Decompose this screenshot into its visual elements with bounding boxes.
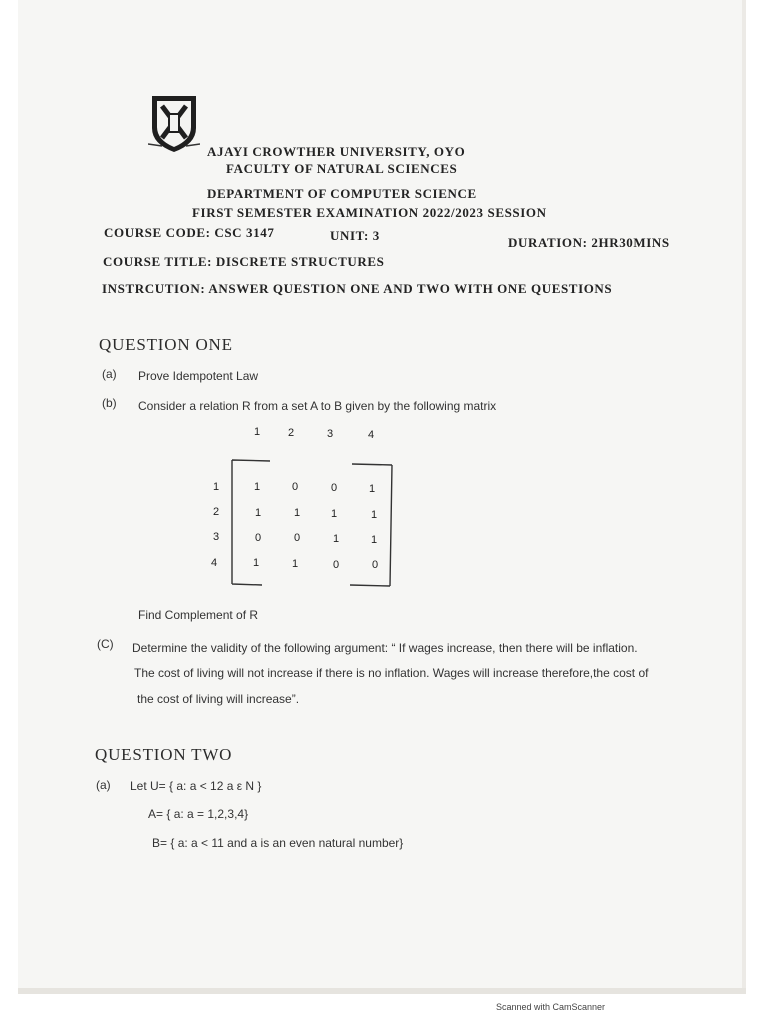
matrix-col-header: 1 [253,426,261,438]
matrix-cell: 1 [253,481,261,493]
matrix-cell: 1 [252,557,260,569]
matrix-cell: 1 [368,483,376,495]
matrix-cell: 1 [370,509,378,521]
matrix-cell: 1 [370,534,378,546]
q1-c-label: (C) [97,637,114,651]
instruction: INSTRCUTION: ANSWER QUESTION ONE AND TWO WITH ONE QUESTIONS [102,281,613,296]
matrix-cell: 0 [254,532,262,544]
matrix-cell: 0 [330,482,338,494]
matrix-cell: 1 [291,558,299,570]
matrix-row-header: 3 [212,531,220,543]
question-two-title: QUESTION TWO [95,745,233,764]
q2-a-set: A= { a: a = 1,2,3,4} [148,807,249,821]
q2-u-set: Let U= { a: a < 12 a ε N } [130,779,262,793]
exam-session: FIRST SEMESTER EXAMINATION 2022/2023 SESSION [192,205,547,220]
matrix-col-header: 3 [326,428,334,440]
matrix-cell: 1 [330,508,338,520]
matrix-row-header: 2 [212,506,220,518]
faculty-name: FACULTY OF NATURAL SCIENCES [226,161,458,176]
matrix-col-header: 2 [287,427,295,439]
university-name: AJAYI CROWTHER UNIVERSITY, OYO [207,144,466,159]
duration: DURATION: 2HR30MINS [508,235,670,250]
course-title: COURSE TITLE: DISCRETE STRUCTURES [103,254,385,269]
matrix-row-header: 1 [212,481,220,493]
paper-edge-right [742,0,746,994]
paper-edge-bottom [18,988,746,994]
matrix-row-header: 4 [210,557,218,569]
matrix-col-header: 4 [367,429,375,441]
q1-a-text: Prove Idempotent Law [138,369,259,383]
matrix-cell: 1 [332,533,340,545]
q2-a-label: (a) [96,778,111,792]
matrix-cell: 1 [254,507,262,519]
course-code: COURSE CODE: CSC 3147 [104,225,275,240]
department-name: DEPARTMENT OF COMPUTER SCIENCE [207,186,477,201]
university-crest-icon [148,94,200,154]
q1-c-line1: Determine the validity of the following argument: “ If wages increase, then there will be inflation. [132,641,638,655]
question-one-title: QUESTION ONE [99,335,233,354]
matrix-cell: 0 [291,481,299,493]
unit: UNIT: 3 [330,228,380,243]
scanner-watermark: Scanned with CamScanner [496,1002,606,1012]
q1-b-find: Find Complement of R [138,608,259,622]
q1-b-label: (b) [102,396,117,410]
q1-a-label: (a) [102,367,117,381]
q2-b-set: B= { a: a < 11 and a is an even natural number} [152,836,404,850]
matrix-cell: 0 [371,559,379,571]
matrix-cell: 0 [293,532,301,544]
q1-b-text: Consider a relation R from a set A to B given by the following matrix [138,399,497,413]
matrix-cell: 1 [293,507,301,519]
q1-c-line3: the cost of living will increase”. [137,692,300,706]
matrix-cell: 0 [332,559,340,571]
q1-c-line2: The cost of living will not increase if there is no inflation. Wages will increase therefore,the cost of [134,666,649,680]
